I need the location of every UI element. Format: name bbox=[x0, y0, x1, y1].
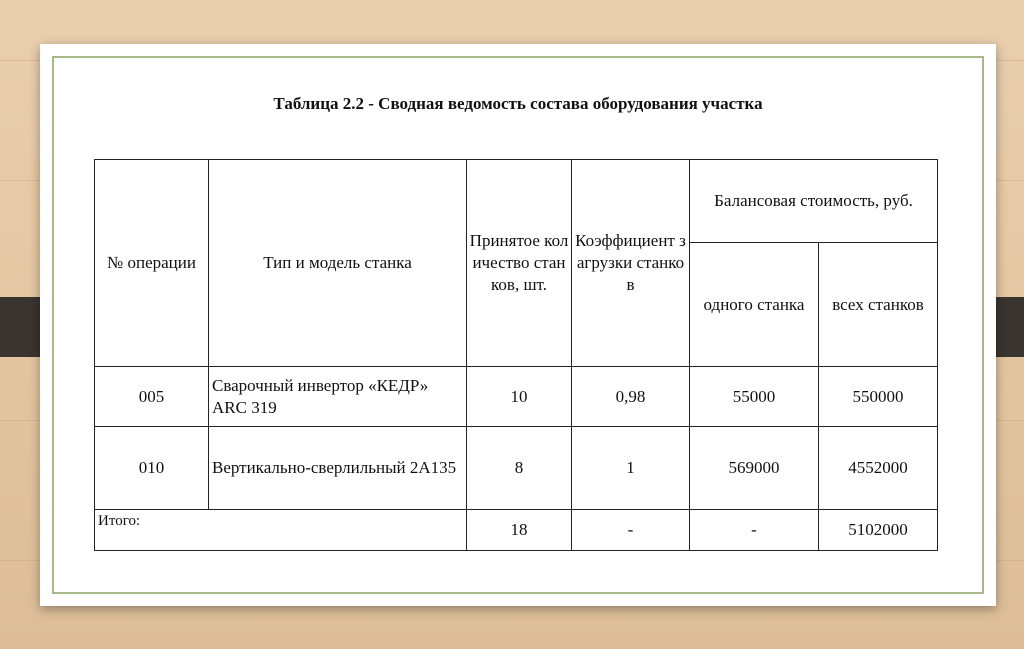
total-label: Итого: bbox=[95, 510, 467, 551]
cell-cost-one: 569000 bbox=[690, 427, 819, 510]
total-cost-all: 5102000 bbox=[819, 510, 938, 551]
slide-paper bbox=[40, 44, 996, 606]
header-load-coefficient: Коэффициент загрузки станков bbox=[572, 160, 690, 367]
total-qty: 18 bbox=[467, 510, 572, 551]
total-coef: - bbox=[572, 510, 690, 551]
cell-cost-all: 550000 bbox=[819, 367, 938, 427]
table-title: Таблица 2.2 - Сводная ведомость состава оборудования участка bbox=[273, 94, 763, 113]
cell-machine-name: Сварочный инвертор «КЕДР» ARC 319 bbox=[209, 367, 467, 427]
cell-coef: 1 bbox=[572, 427, 690, 510]
header-cost-one: одного станка bbox=[690, 243, 819, 367]
cell-coef: 0,98 bbox=[572, 367, 690, 427]
header-balance-cost: Балансовая стоимость, руб. bbox=[690, 160, 938, 243]
table-row bbox=[95, 427, 938, 510]
header-machine-type: Тип и модель станка bbox=[209, 160, 467, 367]
total-row bbox=[95, 510, 938, 551]
cell-op: 010 bbox=[95, 427, 209, 510]
cell-op: 005 bbox=[95, 367, 209, 427]
equipment-table bbox=[94, 159, 938, 551]
table-row bbox=[95, 367, 938, 427]
cell-cost-one: 55000 bbox=[690, 367, 819, 427]
cell-qty: 8 bbox=[467, 427, 572, 510]
header-quantity: Принятое количество станков, шт. bbox=[467, 160, 572, 367]
cell-machine-name: Вертикально-сверлильный 2А135 bbox=[209, 427, 467, 510]
header-cost-all: всех станков bbox=[819, 243, 938, 367]
cell-cost-all: 4552000 bbox=[819, 427, 938, 510]
header-operation: № операции bbox=[95, 160, 209, 367]
cell-qty: 10 bbox=[467, 367, 572, 427]
total-cost-one: - bbox=[690, 510, 819, 551]
